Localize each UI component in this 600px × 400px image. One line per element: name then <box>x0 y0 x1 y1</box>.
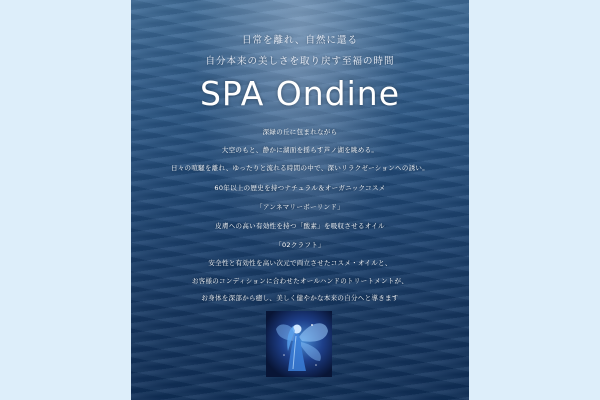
sparkle <box>315 364 317 366</box>
description-line: 日々の喧騒を離れ、ゆったりと流れる時間の中で、深いリラクゼーションへの誘い。 <box>170 164 430 172</box>
brand-title: SPA Ondine <box>199 74 401 113</box>
water-fairy-icon <box>266 311 332 377</box>
water-fairy-artwork <box>266 311 332 377</box>
description-line: 「アンネマリーボーリンド」 <box>256 203 344 211</box>
description-line: お客様のコンディションに合わせたオールハンドのトリートメントが、 <box>191 277 409 285</box>
sparkle <box>311 324 313 326</box>
description-line: 「02クラフト」 <box>275 241 325 249</box>
description-line: 安全性と有効性を高い次元で両立させたコスメ・オイルと、 <box>208 259 392 267</box>
description-line: 大空のもと、静かに湖面を揺らす芦ノ湖を眺める。 <box>221 146 379 154</box>
description-line: お身体を深部から癒し、美しく健やかな本来の自分へと導きます <box>201 294 399 302</box>
sparkle <box>283 354 285 356</box>
description-line: 60年以上の歴史を持つナチュラル＆オーガニックコスメ <box>214 184 386 192</box>
tagline-line-2: 自分本来の美しさを取り戻す至福の時間 <box>205 56 395 67</box>
description-line: 皮膚への高い有効性を持つ「酸素」を吸収させるオイル <box>215 222 385 230</box>
fairy-wing-right <box>299 323 328 341</box>
description-line: 深緑の丘に包まれながら <box>262 128 338 136</box>
fairy-wing-lower <box>301 342 321 361</box>
tagline-line-1: 日常を離れ、自然に還る <box>241 35 359 46</box>
